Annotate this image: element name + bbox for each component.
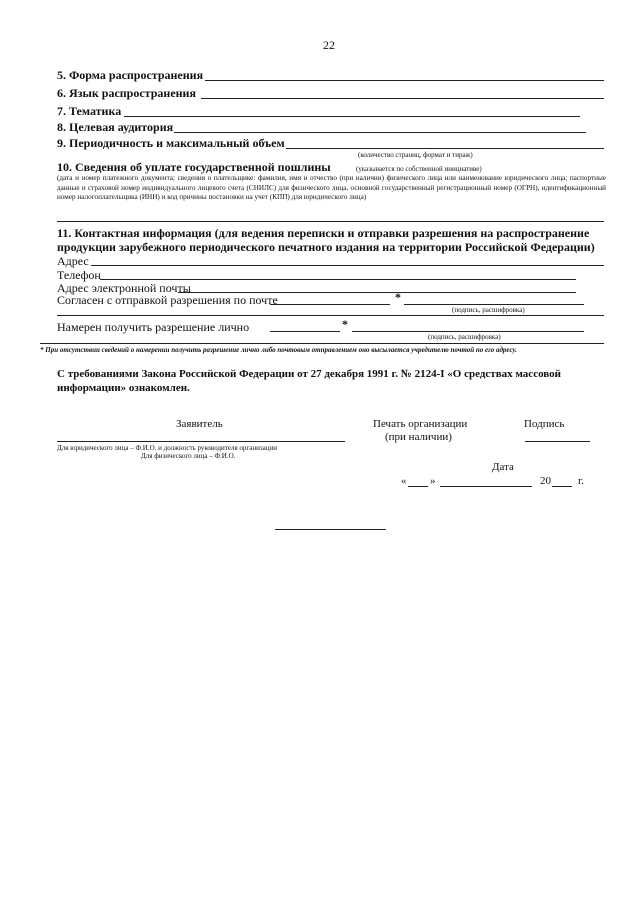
separator-line xyxy=(57,315,604,316)
item-8-field[interactable] xyxy=(174,132,586,133)
stamp-label-line1: Печать организации xyxy=(373,418,468,430)
address-field[interactable] xyxy=(91,265,604,266)
item-6-label: 6. Язык распространения xyxy=(57,86,196,100)
item-5-label: 5. Форма распространения xyxy=(57,68,204,82)
date-month-field[interactable] xyxy=(440,486,532,487)
personal-asterisk: * xyxy=(342,317,348,331)
mail-consent-signature-hint: (подпись, расшифровка) xyxy=(452,306,525,314)
item-9-hint: (количество страниц, формат и тираж) xyxy=(358,151,473,159)
stamp-label-line2: (при наличии) xyxy=(385,431,452,443)
personal-field[interactable] xyxy=(270,331,340,332)
date-year-prefix: 20 xyxy=(540,475,551,487)
mail-consent-asterisk: * xyxy=(395,290,401,304)
sign-label: Подпись xyxy=(524,418,565,430)
item-5-field[interactable] xyxy=(205,80,604,81)
item-9-field[interactable] xyxy=(286,148,604,149)
law-statement-line2: информации» ознакомлен. xyxy=(57,382,190,394)
date-year-suffix: г. xyxy=(578,475,585,487)
page-number: 22 xyxy=(323,38,335,52)
item-10-note: (указывается по собственной инициативе) xyxy=(356,165,482,173)
date-day-field[interactable] xyxy=(408,486,428,487)
personal-signature-hint: (подпись, расшифровка) xyxy=(428,333,501,341)
item-7-label: 7. Тематика xyxy=(57,104,122,118)
address-label: Адрес xyxy=(57,254,89,268)
item-10-title: 10. Сведения об уплате государственной пошлины xyxy=(57,160,331,174)
item-8-label: 8. Целевая аудитория xyxy=(57,120,174,134)
item-6-field[interactable] xyxy=(201,98,604,99)
law-statement-line1: С требованиями Закона Российской Федерации от 27 декабря 1991 г. № 2124-I «О средствах массовой xyxy=(57,368,562,380)
item-10-field[interactable] xyxy=(57,221,604,222)
phone-field[interactable] xyxy=(100,279,576,280)
applicant-label: Заявитель xyxy=(176,418,223,430)
item-11-title-line1: 11. Контактная информация (для ведения переписки и отправки разрешения на распространение xyxy=(57,226,590,240)
mail-consent-signature-field[interactable] xyxy=(404,304,584,305)
date-close-quote: » xyxy=(430,475,436,487)
item-7-field[interactable] xyxy=(124,116,580,117)
item-10-details: (дата и номер платежного документа; сведения о плательщике: фамилия, имя и отчество (при наличии) физического лица или наименование юридического лица; паспортные данные и страховой номер индивидуального лицевого счета (СНИЛС) для физического лица, основной государственный регистрационный номер (ОГРН), идентификационный номер налогоплательщика (ИНН) и код причины постановки на учет (КПП) для юридического лица) xyxy=(57,174,606,201)
footnote: * При отсутствии сведений о намерении получить разрешение лично либо почтовым отправлением оно высылается учредителю почтой по его адресу. xyxy=(40,346,517,354)
applicant-field[interactable] xyxy=(57,441,345,442)
signature-field[interactable] xyxy=(525,441,590,442)
date-label: Дата xyxy=(492,461,514,473)
personal-label: Намерен получить разрешение лично xyxy=(57,320,250,334)
date-year-field[interactable] xyxy=(552,486,572,487)
date-open-quote: « xyxy=(401,475,407,487)
email-label: Адрес электронной почты xyxy=(57,281,191,295)
item-9-label: 9. Периодичность и максимальный объем xyxy=(57,136,285,150)
item-11-title-line2: продукции зарубежного периодического печатного издания на территории Российской Федерации) xyxy=(57,240,595,254)
individual-hint: Для физического лица – Ф.И.О. xyxy=(141,452,236,460)
personal-signature-field[interactable] xyxy=(352,331,584,332)
mail-consent-field[interactable] xyxy=(270,304,390,305)
mail-consent-label: Согласен с отправкой разрешения по почте xyxy=(57,293,278,307)
footnote-separator xyxy=(40,343,604,344)
phone-label: Телефон xyxy=(57,268,101,282)
legal-entity-hint: Для юридического лица – Ф.И.О. и должность руководителя организации xyxy=(57,444,278,452)
bottom-rule xyxy=(275,529,386,530)
